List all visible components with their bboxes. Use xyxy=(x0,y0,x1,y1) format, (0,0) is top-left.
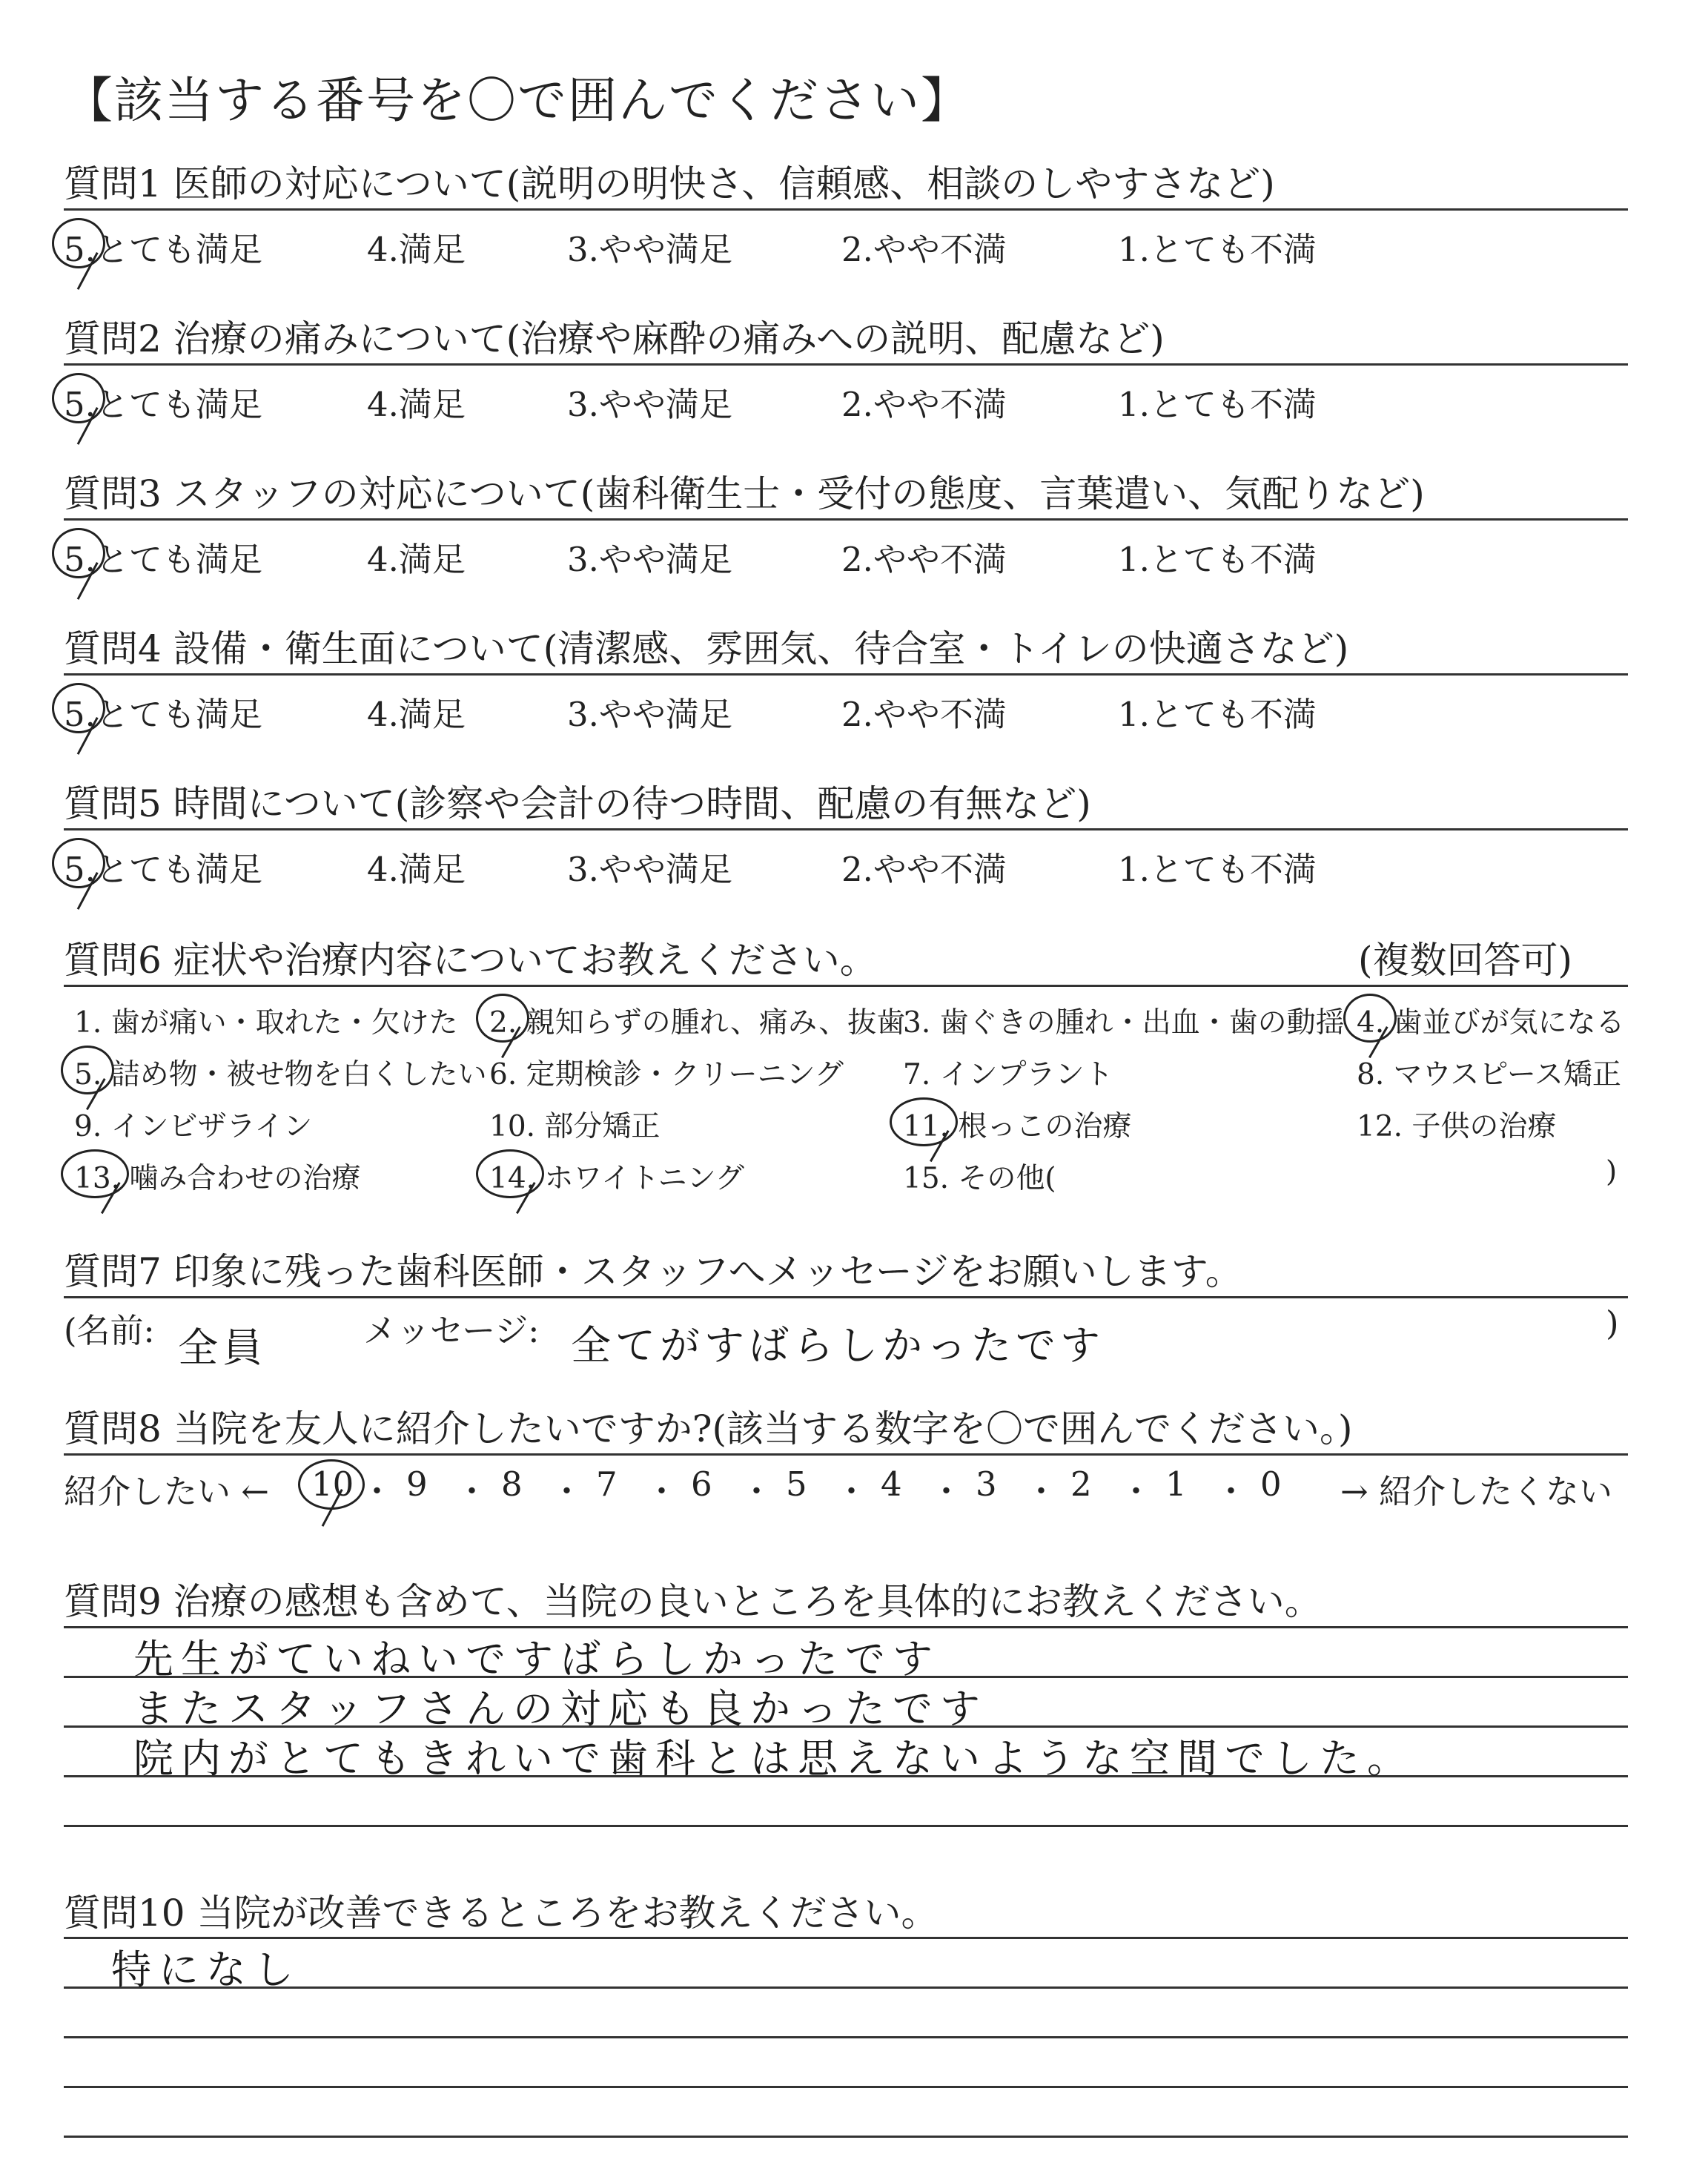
selection-circle xyxy=(52,218,105,268)
q8-left-label: 紹介したい ← xyxy=(64,1472,270,1511)
q6-option[interactable]: 1. 歯が痛い・取れた・欠けた xyxy=(74,1006,458,1040)
selection-circle xyxy=(298,1459,365,1510)
q8-scale-dot: ・ xyxy=(1025,1472,1059,1511)
q7-label: 質問7 印象に残った歯科医師・スタッフへメッセージをお願いします。 xyxy=(64,1250,1242,1293)
question-rule xyxy=(64,828,1628,830)
q8-scale-dot: ・ xyxy=(930,1472,964,1511)
q8-scale-dot: ・ xyxy=(1119,1472,1153,1511)
question-label: 質問2 治療の痛みについて(治療や麻酔の痛みへの説明、配慮など) xyxy=(64,317,1165,360)
question-rule xyxy=(64,208,1628,211)
q6-option[interactable]: 3. 歯ぐきの腫れ・出血・歯の動揺 xyxy=(903,1006,1345,1040)
rating-option[interactable]: 2.やや不満 xyxy=(841,695,1007,734)
q8-scale-number[interactable]: 6 xyxy=(691,1464,712,1504)
selection-circle xyxy=(52,528,105,578)
q7-message-label: メッセージ: xyxy=(363,1311,540,1350)
q8-scale-number[interactable]: 9 xyxy=(406,1464,428,1504)
q6-label: 質問6 症状や治療内容についてお教えください。 xyxy=(64,939,877,982)
q10-rule-4 xyxy=(64,2086,1628,2088)
q7-rule xyxy=(64,1296,1628,1298)
q6-option[interactable]: 7. インプラント xyxy=(903,1058,1113,1091)
rating-option[interactable]: 4.満足 xyxy=(367,540,466,579)
rating-option[interactable]: 5.とても満足 xyxy=(64,385,262,424)
q6-option[interactable]: ) xyxy=(1606,1155,1618,1189)
rating-option[interactable]: 5.とても満足 xyxy=(64,695,262,734)
selection-circle xyxy=(52,838,105,888)
q8-label: 質問8 当院を友人に紹介したいですか?(該当する数字を〇で囲んでください。) xyxy=(64,1407,1353,1450)
rating-option[interactable]: 1.とても不満 xyxy=(1118,540,1317,579)
selection-circle xyxy=(61,1149,129,1198)
q6-option[interactable]: 2. 親知らずの腫れ、痛み、抜歯 xyxy=(489,1006,906,1040)
q8-scale-number[interactable]: 3 xyxy=(976,1464,997,1504)
q8-scale-number[interactable]: 2 xyxy=(1070,1464,1092,1504)
rating-option[interactable]: 2.やや不満 xyxy=(841,540,1007,579)
q6-option[interactable]: 6. 定期検診・クリーニング xyxy=(489,1058,844,1091)
rating-option[interactable]: 5.とても満足 xyxy=(64,850,262,889)
q8-scale-number[interactable]: 10 xyxy=(311,1464,354,1504)
question-label: 質問5 時間について(診察や会計の待つ時間、配慮の有無など) xyxy=(64,782,1091,825)
q10-label: 質問10 当院が改善できるところをお教えください。 xyxy=(64,1892,939,1935)
selection-circle xyxy=(52,683,105,733)
question-rule xyxy=(64,518,1628,521)
rating-option[interactable]: 4.満足 xyxy=(367,385,466,424)
rating-option[interactable]: 3.やや満足 xyxy=(567,385,732,424)
q10-answer-line[interactable]: 特になし xyxy=(111,1946,301,1993)
q6-option[interactable]: 8. マウスピース矯正 xyxy=(1357,1058,1621,1091)
q6-option[interactable]: 5. 詰め物・被せ物を白くしたい xyxy=(74,1058,487,1091)
q7-name-value[interactable]: 全員 xyxy=(178,1324,267,1371)
q6-option[interactable]: 10. 部分矯正 xyxy=(489,1110,661,1143)
rating-option[interactable]: 5.とても満足 xyxy=(64,540,262,579)
q6-option[interactable]: 14. ホワイトニング xyxy=(489,1162,744,1195)
q8-rule xyxy=(64,1453,1628,1456)
selection-circle xyxy=(476,994,529,1043)
q8-right-label: → 紹介したくない xyxy=(1340,1472,1613,1511)
q8-scale-dot: ・ xyxy=(835,1472,869,1511)
q6-note: (複数回答可) xyxy=(1358,939,1573,982)
q6-option[interactable]: 9. インビザライン xyxy=(74,1110,313,1143)
q6-option[interactable]: 12. 子供の治療 xyxy=(1357,1110,1557,1143)
q6-option[interactable]: 15. その他( xyxy=(903,1162,1056,1195)
rating-option[interactable]: 1.とても不満 xyxy=(1118,850,1317,889)
rating-option[interactable]: 3.やや満足 xyxy=(567,695,732,734)
q10-rule-5 xyxy=(64,2136,1628,2138)
rating-option[interactable]: 2.やや不満 xyxy=(841,230,1007,269)
q7-message-value[interactable]: 全てがすばらしかったです xyxy=(571,1322,1105,1369)
question-rule xyxy=(64,673,1628,676)
q7-close-paren: ) xyxy=(1606,1304,1619,1343)
q8-scale-number[interactable]: 7 xyxy=(596,1464,618,1504)
q8-scale-number[interactable]: 4 xyxy=(881,1464,902,1504)
q8-scale-dot: ・ xyxy=(645,1472,679,1511)
q8-scale-dot: ・ xyxy=(550,1472,584,1511)
rating-option[interactable]: 3.やや満足 xyxy=(567,850,732,889)
rating-option[interactable]: 5.とても満足 xyxy=(64,230,262,269)
rating-option[interactable]: 1.とても不満 xyxy=(1118,385,1317,424)
question-rule xyxy=(64,363,1628,366)
q6-option[interactable]: 11. 根っこの治療 xyxy=(903,1110,1132,1143)
q8-scale-number[interactable]: 1 xyxy=(1165,1464,1187,1504)
rating-option[interactable]: 3.やや満足 xyxy=(567,230,732,269)
rating-option[interactable]: 4.満足 xyxy=(367,695,466,734)
rating-option[interactable]: 2.やや不満 xyxy=(841,850,1007,889)
q9-answer-line[interactable]: 先生がていねいですばらしかったです xyxy=(133,1636,940,1682)
rating-option[interactable]: 1.とても不満 xyxy=(1118,230,1317,269)
q8-scale-number[interactable]: 8 xyxy=(501,1464,523,1504)
q10-rule-3 xyxy=(64,2036,1628,2038)
selection-circle xyxy=(52,373,105,423)
q9-rule-5 xyxy=(64,1825,1628,1827)
question-label: 質問4 設備・衛生面について(清潔感、雰囲気、待合室・トイレの快適さなど) xyxy=(64,627,1349,670)
selection-circle xyxy=(476,1149,544,1198)
q9-answer-line[interactable]: 院内がとてもきれいで歯科とは思えないような空間でした。 xyxy=(133,1735,1414,1782)
q8-scale-dot: ・ xyxy=(455,1472,489,1511)
question-label: 質問1 医師の対応について(説明の明快さ、信頼感、相談のしやすさなど) xyxy=(64,162,1275,205)
q8-scale-dot: ・ xyxy=(740,1472,774,1511)
selection-circle xyxy=(890,1097,958,1146)
q9-label: 質問9 治療の感想も含めて、当院の良いところを具体的にお教えください。 xyxy=(64,1580,1322,1623)
selection-circle xyxy=(61,1046,114,1094)
q8-scale-number[interactable]: 0 xyxy=(1260,1464,1282,1504)
q8-scale-number[interactable]: 5 xyxy=(786,1464,807,1504)
rating-option[interactable]: 2.やや不満 xyxy=(841,385,1007,424)
rating-option[interactable]: 1.とても不満 xyxy=(1118,695,1317,734)
rating-option[interactable]: 3.やや満足 xyxy=(567,540,732,579)
selection-circle xyxy=(1343,994,1397,1043)
q6-option[interactable]: 13. 噛み合わせの治療 xyxy=(74,1162,361,1195)
question-label: 質問3 スタッフの対応について(歯科衛生士・受付の態度、言葉遣い、気配りなど) xyxy=(64,472,1425,515)
rating-option[interactable]: 4.満足 xyxy=(367,850,466,889)
rating-option[interactable]: 4.満足 xyxy=(367,230,466,269)
q9-answer-line[interactable]: またスタッフさんの対応も良かったです xyxy=(133,1685,987,1732)
q7-name-label: (名前: xyxy=(64,1311,155,1350)
q6-rule xyxy=(64,985,1628,987)
q8-scale-dot: ・ xyxy=(360,1472,394,1511)
q8-scale-dot: ・ xyxy=(1214,1472,1248,1511)
page-title: 【該当する番号を〇で囲んでください】 xyxy=(64,72,971,129)
q6-option[interactable]: 4. 歯並びが気になる xyxy=(1357,1006,1625,1040)
